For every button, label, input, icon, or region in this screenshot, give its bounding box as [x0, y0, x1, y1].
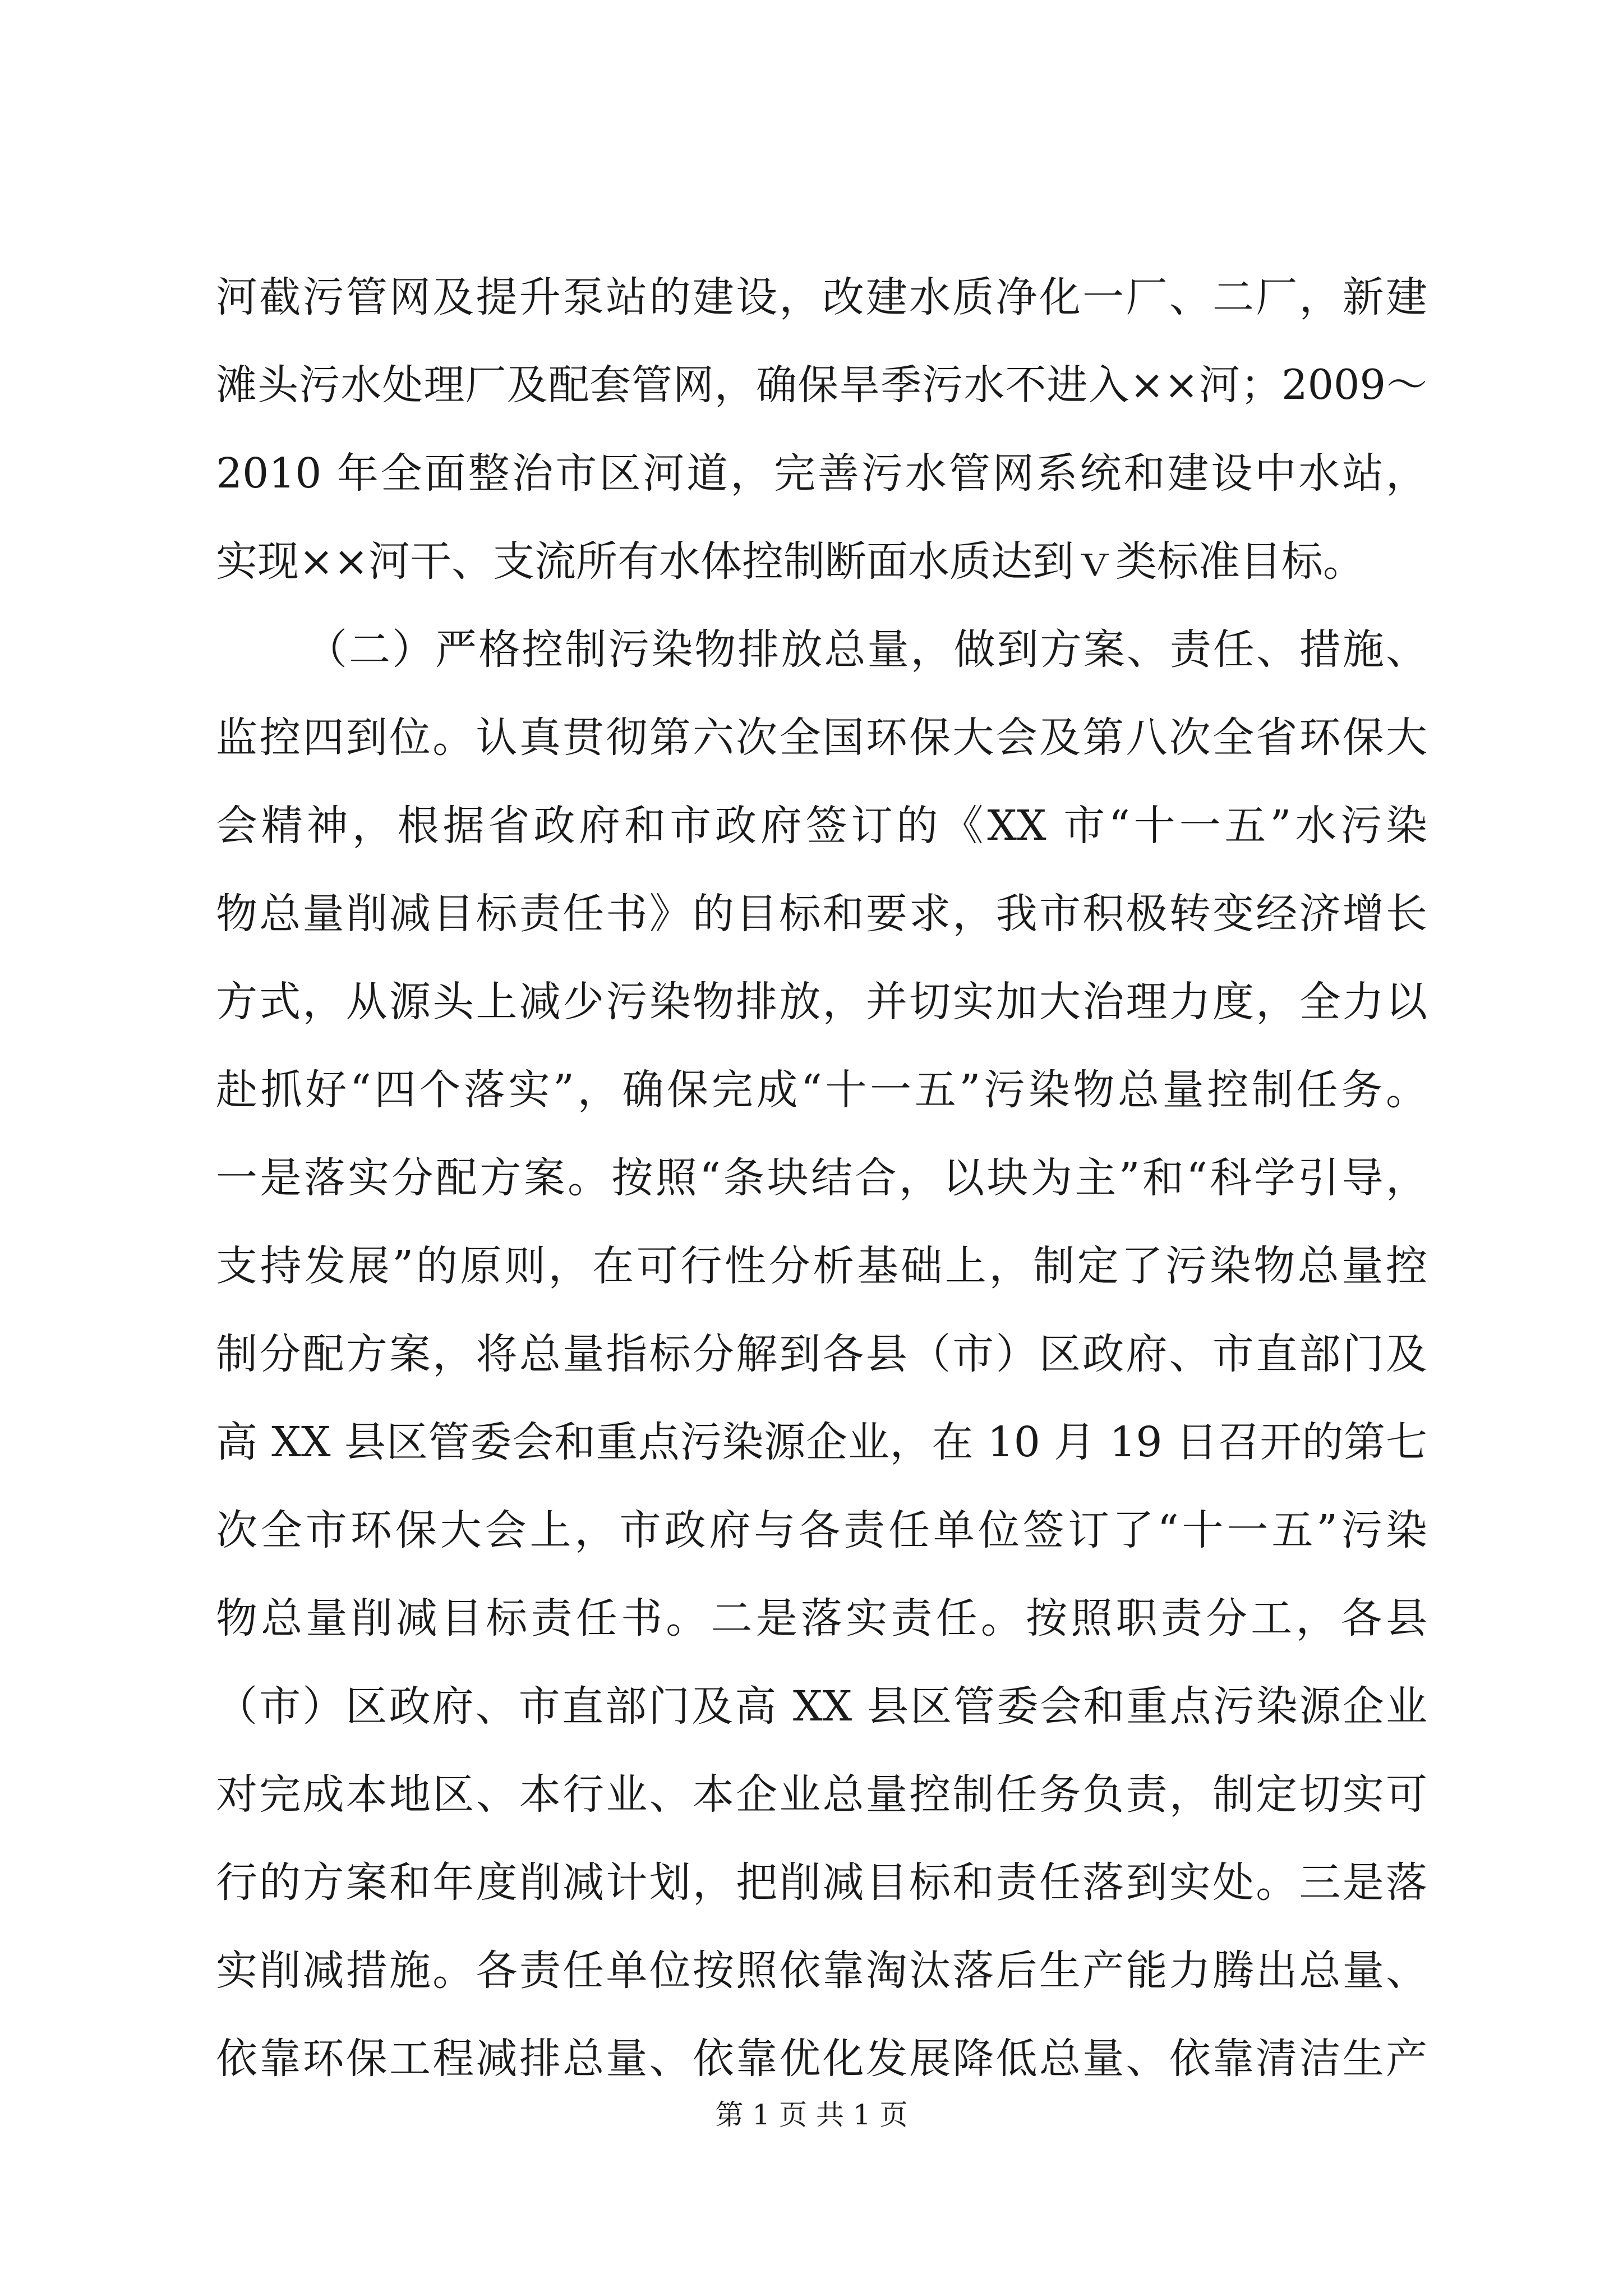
- text-line-21: 依靠环保工程减排总量、依靠优化发展降低总量、依靠清洁生产: [216, 2035, 1427, 2083]
- page-footer: 第 1 页 共 1 页: [715, 2099, 908, 2131]
- text-line-8: 物总量削减目标责任书》的目标和要求，我市积极转变经济增长: [216, 890, 1427, 938]
- text-line-18: 对完成本地区、本行业、本企业总量控制任务负责，制定切实可: [216, 1770, 1427, 1819]
- text-line-14: 高 XX 县区管委会和重点污染源企业，在 10 月 19 日召开的第七: [216, 1418, 1427, 1466]
- text-line-11: 一是落实分配方案。按照“条块结合，以块为主”和“科学引导，: [216, 1154, 1427, 1202]
- text-line-20: 实削减措施。各责任单位按照依靠淘汰落后生产能力腾出总量、: [216, 1947, 1427, 1995]
- text-line-4: 实现××河干、支流所有水体控制断面水质达到ｖ类标准目标。: [216, 537, 1365, 586]
- text-line-13: 制分配方案，将总量指标分解到各县（市）区政府、市直部门及: [216, 1330, 1427, 1378]
- text-line-2: 滩头污水处理厂及配套管网，确保旱季污水不进入××河；2009～: [216, 361, 1427, 409]
- text-line-3: 2010 年全面整治市区河道，完善污水管网系统和建设中水站，: [216, 449, 1427, 498]
- text-line-6: 监控四到位。认真贯彻第六次全国环保大会及第八次全省环保大: [216, 714, 1427, 762]
- text-line-9: 方式，从源头上减少污染物排放，并切实加大治理力度，全力以: [216, 978, 1427, 1026]
- text-line-15: 次全市环保大会上，市政府与各责任单位签订了“十一五”污染: [216, 1506, 1427, 1554]
- text-line-5: （二）严格控制污染物排放总量，做到方案、责任、措施、: [306, 625, 1427, 674]
- text-line-19: 行的方案和年度削减计划，把削减目标和责任落到实处。三是落: [216, 1858, 1427, 1907]
- text-line-1: 河截污管网及提升泵站的建设，改建水质净化一厂、二厂，新建: [216, 273, 1427, 321]
- text-line-10: 赴抓好“四个落实”，确保完成“十一五”污染物总量控制任务。: [216, 1066, 1427, 1114]
- text-line-12: 支持发展”的原则，在可行性分析基础上，制定了污染物总量控: [216, 1242, 1427, 1290]
- text-line-16: 物总量削减目标责任书。二是落实责任。按照职责分工，各县: [216, 1594, 1427, 1642]
- text-line-17: （市）区政府、市直部门及高 XX 县区管委会和重点污染源企业: [216, 1682, 1427, 1731]
- text-line-7: 会精神，根据省政府和市政府签订的《XX 市“十一五”水污染: [216, 802, 1427, 850]
